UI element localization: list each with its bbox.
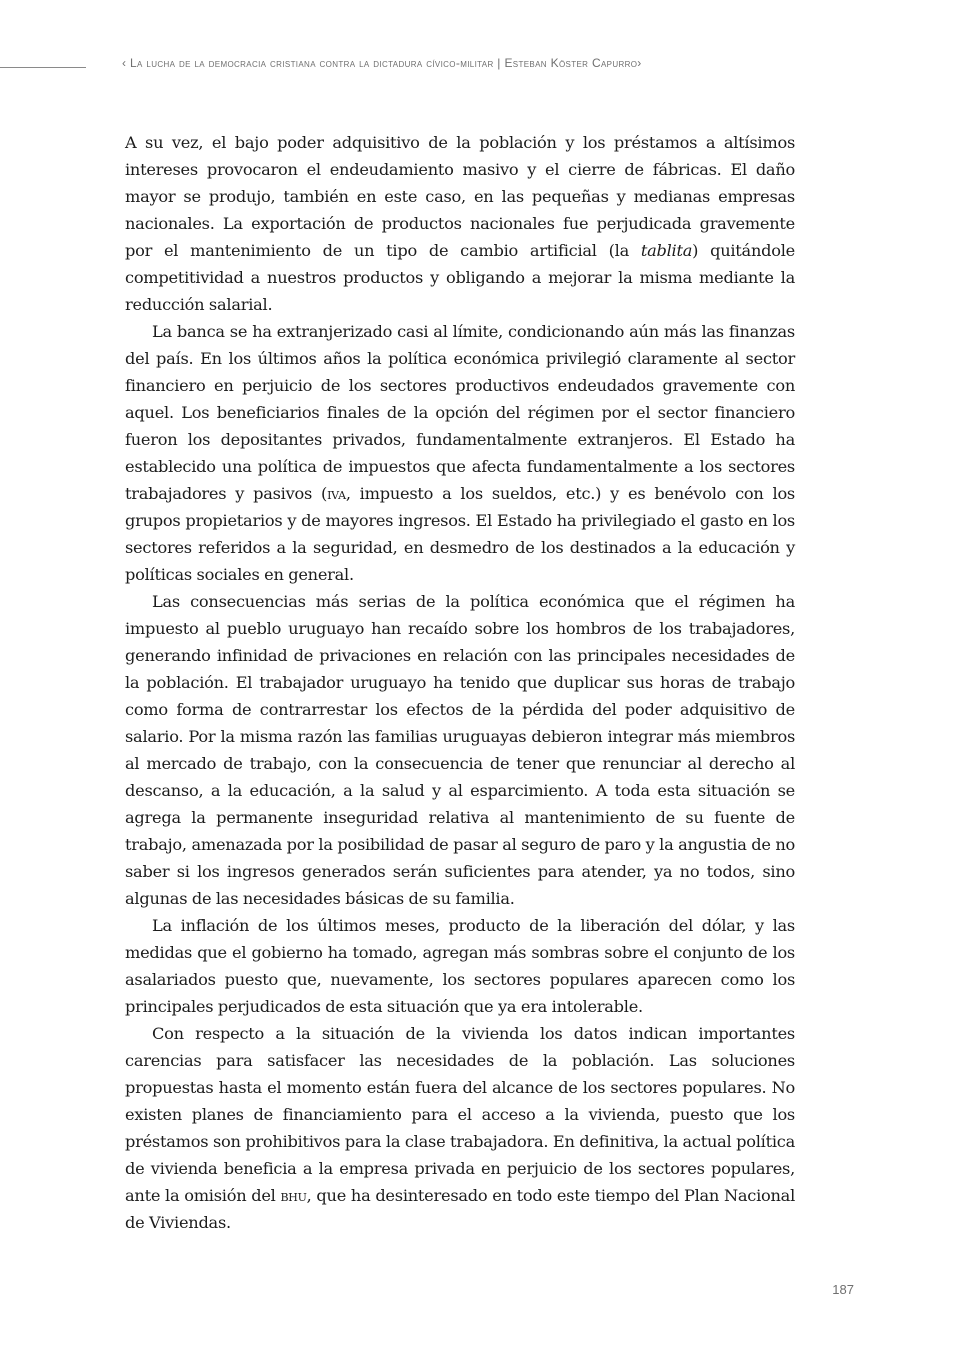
paragraph-3: Las consecuencias más serias de la política económica que el régimen ha impuesto al pueblo uruguayo han recaído sobre los hombros de los trabajadores, generando infinidad de privaciones en relación con las principales necesidades de la población. El trabajador uruguayo ha tenido que duplicar sus horas de trabajo como forma de contrarrestar los efectos de la pérdida del poder adquisitivo de salario. Por la misma razón las familias uruguayas debieron integrar más miembros al mercado de trabajo, con la consecuencia de tener que renunciar al derecho al descanso, a la educación, a la salud y al esparcimiento. A toda esta situación se agrega la permanente inseguridad relativa al mantenimiento de su fuente de trabajo, amenazada por la posibilidad de pasar al seguro de paro y la angustia de no saber si los ingresos generados serán suficientes para atender, ya no todos, sino algunas de las necesidades básicas de su familia. bbox=[125, 592, 795, 908]
paragraph-1 bbox=[125, 129, 795, 318]
paragraph-1-text-a: A su vez, el bajo poder adquisitivo de la población y los préstamos a altísimos intereses provocaron el endeudamiento masivo y el cierre de fábricas. El daño mayor se produjo, también en este caso, en las pequeñas y medianas empresas nacionales. La exportación de productos nacionales fue perjudicada gravemente por el mantenimiento de un tipo de cambio artificial (la bbox=[125, 133, 795, 260]
header-rule bbox=[0, 67, 86, 68]
paragraph-4: La inflación de los últimos meses, producto de la liberación del dólar, y las medidas que el gobierno ha tomado, agregan más sombras sobre el conjunto de los asalariados puesto que, nuevamente, los sectores populares aparecen como los principales perjudicados de esta situación que ya era intolerable. bbox=[125, 916, 795, 1016]
italic-term: tablita bbox=[640, 241, 693, 260]
page-number: 187 bbox=[832, 1282, 854, 1297]
paragraph-5 bbox=[125, 1020, 795, 1236]
paragraph-2-text-b: , impuesto a los sueldos, etc.) y es benévolo con los grupos propietarios y de mayores ingresos. El Estado ha privilegiado el gasto en los sectores referidos a la seguridad, en desmedro de los destinados a la educación y políticas sociales en general. bbox=[125, 484, 795, 584]
paragraph-5-text-b: , que ha desinteresado en todo este tiempo del Plan Nacional de Viviendas. bbox=[125, 1186, 796, 1232]
paragraph-2 bbox=[125, 318, 795, 588]
body-text bbox=[125, 129, 795, 1236]
abbreviation-iva: iva bbox=[327, 484, 346, 503]
running-head: ‹ La lucha de la democracia cristiana contra la dictadura cívico-militar | Esteban Köster Capurro› bbox=[122, 56, 642, 70]
paragraph-1-text-b: ) quitándole competitividad a nuestros productos y obligando a mejorar la misma mediante la reducción salarial. bbox=[125, 241, 795, 314]
paragraph-5-text-a: Con respecto a la situación de la vivienda los datos indican importantes carencias para satisfacer las necesidades de la población. Las soluciones propuestas hasta el momento están fuera del alcance de los sectores populares. No existen planes de financiamiento para el acceso a la vivienda, puesto que los préstamos son prohibitivos para la clase trabajadora. En definitiva, la actual política de vivienda beneficia a la empresa privada en perjuicio de los sectores populares, ante la omisión del bbox=[125, 1024, 795, 1205]
abbreviation-bhu: bhu bbox=[280, 1186, 307, 1205]
paragraph-2-text-a: La banca se ha extranjerizado casi al límite, condicionando aún más las finanzas del país. En los últimos años la política económica privilegió claramente al sector financiero en perjuicio de los sectores productivos endeudados gravemente con aquel. Los beneficiarios finales de la opción del régimen por el sector financiero fueron los depositantes privados, fundamentalmente extranjeros. El Estado ha establecido una política de impuestos que afecta fundamentalmente a los sectores trabajadores y pasivos ( bbox=[125, 322, 795, 503]
